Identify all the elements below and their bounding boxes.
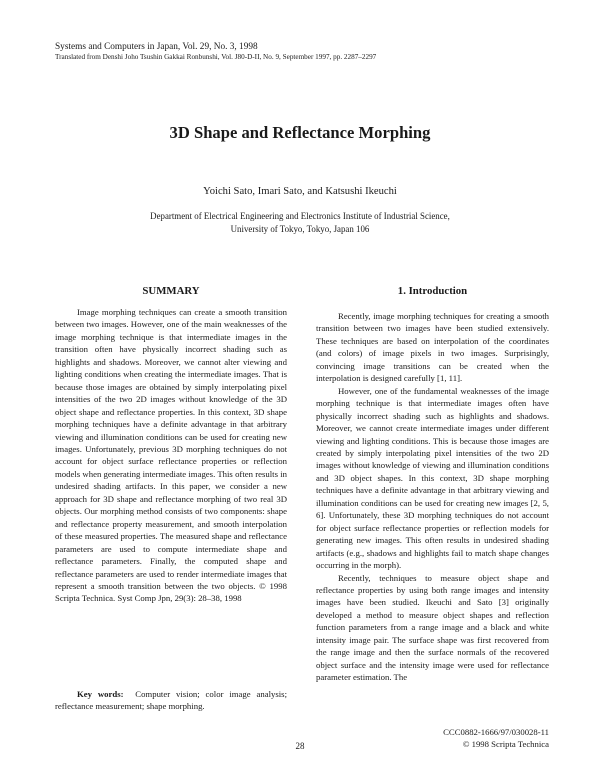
journal-header (55, 42, 555, 62)
introduction-heading: 1. Introduction (397, 285, 468, 297)
author-list: Yoichi Sato, Imari Sato, and Katsushi Ikeuchi (203, 186, 397, 197)
affiliation-line-1: Department of Electrical Engineering and Electronics Institute of Industrial Science, (150, 211, 450, 221)
intro-paragraph: Recently, image morphing techniques for creating a smooth transition between two images have been studied extensively. These techniques are based on interpolation of the coordinates (and colors) of image pixels in two images. Surprisingly, convincing image transitions can be created when the interpolation is designed carefully [1, 11]. (316, 311, 549, 384)
left-column (55, 280, 287, 605)
copyright-holder: © 1998 Scripta Technica (462, 738, 549, 749)
affiliation-line-2: University of Tokyo, Tokyo, Japan 106 (230, 223, 370, 234)
keywords-label: Key words: (77, 689, 124, 699)
keywords-text: Computer vision; color image analysis; reflectance measurement; shape morphing. (55, 689, 287, 712)
affiliation (0, 210, 600, 235)
copyright-code: CCC0882-1666/97/030028-11 (443, 727, 549, 737)
right-column (316, 280, 549, 684)
journal-citation: Systems and Computers in Japan, Vol. 29, No. 3, 1998 (55, 42, 258, 52)
intro-paragraph: However, one of the fundamental weaknesses of the image morphing technique is that intermediate images often have physically incorrect shading such as highlights and shadows. Moreover, we cannot create intermediate images under different viewing and lighting conditions. This is because those images are created by simply interpolating pixel intensities of the two 2D images without knowledge of viewing and illumination conditions and 3D object shapes. In this context, 3D shape morphing techniques have a definite advantage in that arbitrary viewing and illumination conditions can be used for creating new images [2, 5, 6]. Unfortunately, these 3D morphing techniques do not account for object surface reflectance properties or reflection models for generating new images. This often results in undesired shading artifacts (e.g., shadows and highlights fail to match shape changes occurring in the morph). (316, 385, 549, 571)
paper-title: 3D Shape and Reflectance Morphing (169, 123, 431, 142)
intro-paragraph: Recently, techniques to measure object shape and reflectance properties by using both range images and intensity images have been studied. Ikeuchi and Sato [3] originally developed a method to measure object shapes and reflection function parameters from a range image and a black and white intensity image pair. The surface shape was first recovered from the range image and then the surface normals of the recovered object surface and the intensity image were used for reflectance parameter estimation. The (316, 572, 549, 683)
keywords (55, 688, 287, 713)
translation-note: Translated from Denshi Joho Tsushin Gakkai Ronbunshi, Vol. J80-D-II, No. 9, September 1997, pp. 2287–2297 (55, 53, 377, 61)
summary-text: Image morphing techniques can create a smooth transition between two images. However, one of the main weaknesses of the image morphing technique is that intermediate images in the transition often have physically incorrect shading such as highlights and shadows. Moreover, we cannot alter viewing and lighting conditions when creating the intermediate images. That is because those images are obtained by simply interpolating pixel intensities of the two 2D images without knowledge of the 3D object shape and reflectance properties. In this context, 3D shape morphing techniques have a definite advantage in that arbitrary viewing and illumination conditions can be used for creating new images. Unfortunately, previous 3D morphing techniques do not account for object surface reflectance properties or reflection models when generating intermediate images. This often results in undesired shading artifacts. In this paper, we consider a new approach for 3D shape and reflectance morphing of two real 3D objects. Our morphing method consists of two components: shape and reflectance property measurement, and smooth interpolation of these measured properties. The measured shape and reflectance parameters are used to compute intermediate shape and reflectance parameters. Finally, the computed shape and reflectance parameters are used to render intermediate images that represent a smooth transition between the two objects. © 1998 Scripta Technica. Syst Comp Jpn, 29(3): 28–38, 1998 (55, 307, 287, 604)
page-number: 28 (295, 741, 305, 751)
summary-heading: SUMMARY (142, 285, 200, 297)
